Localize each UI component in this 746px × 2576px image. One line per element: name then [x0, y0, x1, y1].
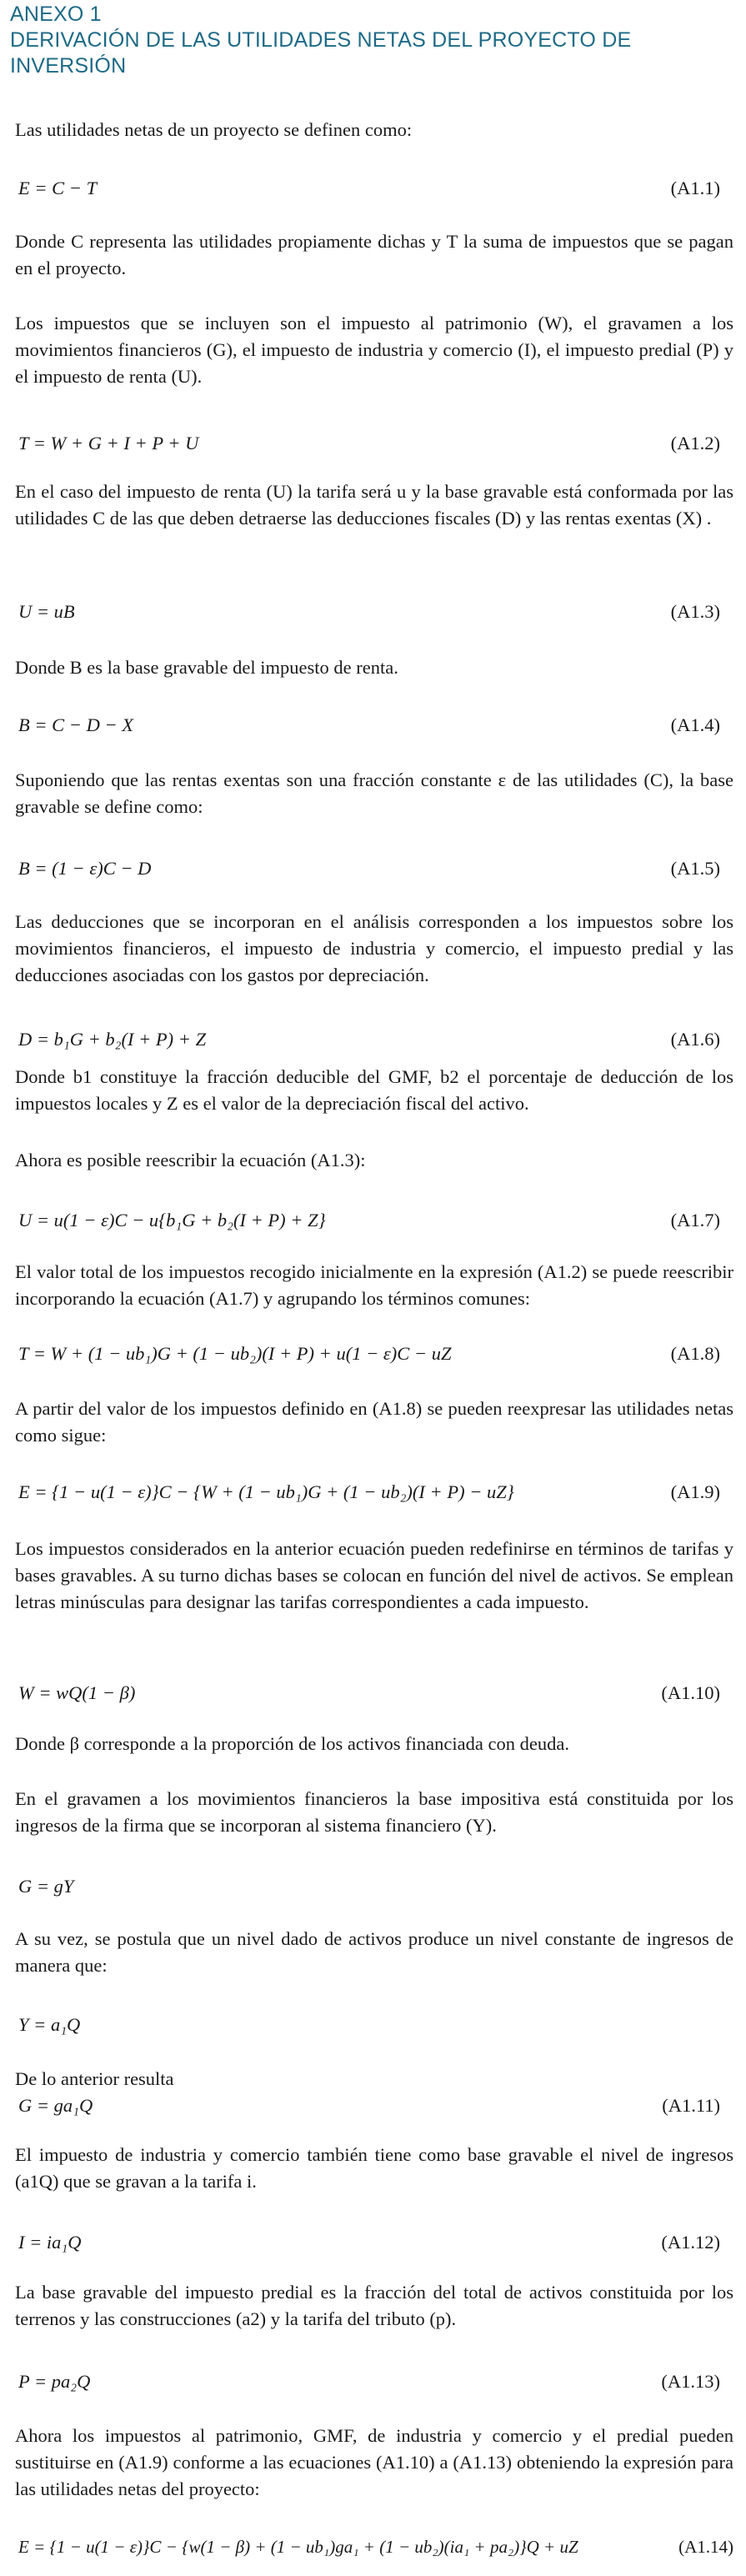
equation-expression: U = uB — [18, 601, 75, 622]
paragraph: Donde β corresponde a la proporción de los activos financiada con deuda. — [15, 1733, 569, 1754]
equation-expression: T = W + (1 − ub₁)G + (1 − ub₂)(I + P) + u(1 − ε)C − uZ — [18, 1343, 452, 1364]
equation-expression: W = wQ(1 − β) — [18, 1682, 136, 1703]
equation-expression: D = b₁G + b₂(I + P) + Z — [18, 1029, 207, 1050]
equation-expression: U = u(1 − ε)C − u{b₁G + b₂(I + P) + Z} — [18, 1210, 326, 1230]
equation-a1-12 — [15, 2228, 733, 2258]
equation-number: (A1.2) — [670, 433, 720, 454]
equation-expression: G = gY — [18, 1876, 74, 1897]
paragraph: El valor total de los impuestos recogido inicialmente en la expresión (A1.2) se puede reescribir incorporando la ecuación (A1.7) y agrupando los términos comunes: — [15, 1261, 733, 1309]
equation-number: (A1.14) — [678, 2537, 733, 2557]
annex-label: ANEXO 1 — [10, 3, 102, 26]
equation-number: (A1.12) — [661, 2232, 720, 2253]
equation-a1-1 — [15, 173, 733, 203]
equation-expression: E = C − T — [18, 178, 98, 198]
equation-number: (A1.4) — [670, 714, 720, 735]
paragraph: En el gravamen a los movimientos financieros la base impositiva está constituida por los ingresos de la firma que se incorporan al sistema financiero (Y). — [15, 1788, 733, 1836]
equation-expression: I = ia₁Q — [18, 2232, 82, 2253]
equation-g-gy — [15, 1872, 733, 1902]
equation-expression: B = (1 − ε)C − D — [18, 858, 152, 879]
paragraph: En el caso del impuesto de renta (U) la tarifa será u y la base gravable está conformada por las utilidades C de las que deben detraerse las deducciones fiscales (D) y las rentas exentas (X) . — [15, 481, 733, 529]
equation-a1-13 — [15, 2367, 733, 2397]
equation-a1-11 — [15, 2091, 733, 2121]
paragraph: Las utilidades netas de un proyecto se definen como: — [15, 119, 413, 140]
annex-title-line-2: INVERSIÓN — [10, 54, 127, 78]
equation-a1-14 — [15, 2532, 733, 2562]
equation-number: (A1.13) — [661, 2371, 720, 2392]
equation-number: (A1.8) — [670, 1343, 720, 1364]
equation-a1-2 — [15, 428, 733, 459]
paragraph: La base gravable del impuesto predial es la fracción del total de activos constituida por los terrenos y las construcciones (a2) y la tarifa del tributo (p). — [15, 2282, 733, 2329]
paragraph: A su vez, se postula que un nivel dado de activos produce un nivel constante de ingresos de manera que: — [15, 1928, 733, 1976]
paragraph: Los impuestos que se incluyen son el impuesto al patrimonio (W), el gravamen a los movimientos financieros (G), el impuesto de industria y comercio (I), el impuesto predial (P) y el impuesto de renta (U). — [15, 313, 733, 387]
paragraph: Donde b1 constituye la fracción deducible del GMF, b2 el porcentaje de deducción de los impuestos locales y Z es el valor de la depreciación fiscal del activo. — [15, 1066, 733, 1114]
paragraph: Donde B es la base gravable del impuesto de renta. — [15, 657, 398, 678]
equation-expression: E = {1 − u(1 − ε)}C − {W + (1 − ub₁)G + (1 − ub₂)(I + P) − uZ} — [18, 1481, 514, 1502]
equation-a1-9 — [15, 1477, 733, 1507]
equation-a1-8 — [15, 1339, 733, 1369]
annex-heading — [10, 2, 727, 79]
paragraph: Donde C representa las utilidades propiamente dichas y T la suma de impuestos que se pagan en el proyecto. — [15, 231, 733, 278]
paragraph: El impuesto de industria y comercio también tiene como base gravable el nivel de ingresos (a1Q) que se gravan a la tarifa i. — [15, 2144, 733, 2192]
equation-expression: G = ga₁Q — [18, 2095, 93, 2116]
equation-a1-3 — [15, 597, 733, 627]
annex-title-line-1: DERIVACIÓN DE LAS UTILIDADES NETAS DEL PROYECTO DE — [10, 28, 632, 52]
paragraph: De lo anterior resulta — [15, 2068, 174, 2089]
equation-number: (A1.3) — [670, 601, 720, 622]
equation-number: (A1.11) — [662, 2095, 720, 2116]
equation-expression: T = W + G + I + P + U — [18, 433, 199, 454]
equation-a1-10 — [15, 1678, 733, 1708]
paragraph: Los impuestos considerados en la anterior ecuación pueden redefinirse en términos de tarifas y bases gravables. A su turno dichas bases se colocan en función del nivel de activos. Se emplean letras minúsculas para designar las tarifas correspondientes a cada impuesto. — [15, 1538, 733, 1612]
paragraph: Ahora los impuestos al patrimonio, GMF, de industria y comercio y el predial pueden sustituirse en (A1.9) conforme a las ecuaciones (A1.10) a (A1.13) obteniendo la expresión para las utilidades netas del proyecto: — [15, 2425, 733, 2499]
equation-number: (A1.1) — [670, 178, 720, 198]
equation-expression: B = C − D − X — [18, 714, 134, 735]
paragraph: Suponiendo que las rentas exentas son una fracción constante ε de las utilidades (C), la base gravable se define como: — [15, 769, 733, 817]
paragraph: Ahora es posible reescribir la ecuación (A1.3): — [15, 1150, 366, 1170]
equation-number: (A1.5) — [670, 858, 720, 879]
equation-a1-6 — [15, 1025, 733, 1055]
equation-number: (A1.9) — [670, 1481, 720, 1502]
equation-number: (A1.10) — [661, 1682, 720, 1703]
equation-expression: P = pa₂Q — [18, 2371, 91, 2392]
equation-a1-5 — [15, 854, 733, 884]
equation-expression: E = {1 − u(1 − ε)}C − {w(1 − β) + (1 − ub₁)ga₁ + (1 − ub₂)(ia₁ + pa₂)}Q + uZ — [18, 2537, 578, 2557]
equation-number: (A1.7) — [670, 1210, 720, 1230]
equation-y-a1q — [15, 2010, 733, 2040]
paragraph: Las deducciones que se incorporan en el análisis corresponden a los impuestos sobre los movimientos financieros, el impuesto de industria y comercio, el impuesto predial y las deducciones asociadas con los gastos por depreciación. — [15, 911, 733, 985]
equation-a1-4 — [15, 710, 733, 740]
paragraph: A partir del valor de los impuestos definido en (A1.8) se pueden reexpresar las utilidades netas como sigue: — [15, 1398, 733, 1446]
equation-a1-7 — [15, 1205, 733, 1235]
equation-number: (A1.6) — [670, 1029, 720, 1050]
equation-expression: Y = a₁Q — [18, 2014, 81, 2035]
